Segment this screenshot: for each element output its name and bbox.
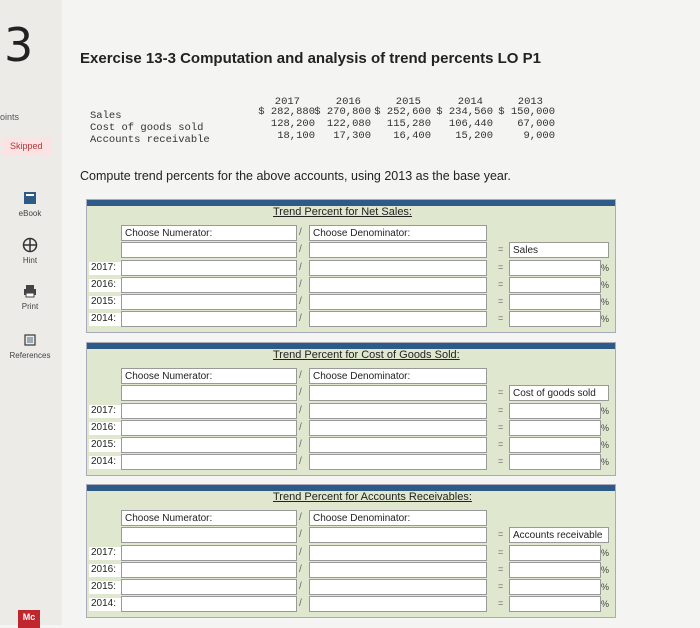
numerator-label: Choose Numerator: — [125, 228, 213, 239]
year-label: 2016: — [89, 279, 121, 292]
numerator-input[interactable] — [121, 437, 297, 453]
slash-symbol: / — [299, 581, 302, 592]
sidebar-item-hint[interactable] — [0, 237, 60, 265]
table-cell: $ 234,560 — [436, 106, 493, 118]
trend-percent-input[interactable] — [509, 311, 601, 327]
percent-symbol: % — [601, 406, 610, 416]
hint-icon — [22, 237, 38, 253]
equals-symbol: = — [498, 564, 504, 574]
numerator-input[interactable] — [121, 545, 297, 561]
year-label: 2017: — [89, 262, 121, 275]
denominator-input[interactable] — [309, 437, 487, 453]
equals-symbol: = — [498, 598, 504, 608]
denominator-label: Choose Denominator: — [313, 513, 411, 524]
year-label: 2015: — [89, 296, 121, 309]
trend-percent-input[interactable] — [509, 579, 601, 595]
slash-symbol: / — [299, 547, 302, 558]
year-header: 2013 — [517, 96, 543, 108]
table-cell: 115,280 — [386, 118, 431, 130]
slash-symbol: / — [299, 370, 302, 381]
slash-symbol: / — [299, 439, 302, 450]
table-cell: 16,400 — [393, 130, 431, 142]
slash-symbol: / — [299, 529, 302, 540]
sidebar-item-print[interactable] — [0, 283, 60, 311]
table-cell: 128,200 — [270, 118, 315, 130]
equals-symbol: = — [498, 262, 504, 272]
question-number: 3 — [4, 18, 34, 72]
equals-symbol: = — [498, 529, 504, 539]
year-label: 2014: — [89, 456, 121, 469]
year-label: 2015: — [89, 439, 121, 452]
sidebar-item-label: Hint — [22, 256, 38, 265]
trend-table — [86, 342, 616, 476]
equals-symbol: = — [498, 279, 504, 289]
denominator-input[interactable] — [309, 562, 487, 578]
denominator-input[interactable] — [309, 260, 487, 276]
trend-table-title: Trend Percent for Net Sales: — [273, 206, 412, 218]
trend-percent-input[interactable] — [509, 260, 601, 276]
slash-symbol: / — [299, 422, 302, 433]
numerator-input[interactable] — [121, 579, 297, 595]
equals-symbol: = — [498, 581, 504, 591]
print-icon — [22, 283, 38, 299]
table-cell: 9,000 — [523, 130, 555, 142]
denominator-input[interactable] — [309, 403, 487, 419]
table-cell: 122,080 — [326, 118, 371, 130]
year-label: 2017: — [89, 547, 121, 560]
numerator-input[interactable] — [121, 403, 297, 419]
slash-symbol: / — [299, 279, 302, 290]
numerator-input[interactable] — [121, 562, 297, 578]
denominator-input[interactable] — [309, 294, 487, 310]
trend-table — [86, 199, 616, 333]
result-label: Accounts receivable — [513, 530, 603, 541]
percent-symbol: % — [601, 297, 610, 307]
year-header: 2017 — [274, 96, 300, 108]
instruction-text: Compute trend percents for the above accounts, using 2013 as the base year. — [80, 169, 511, 183]
trend-table-title: Trend Percent for Accounts Receivables: — [273, 491, 472, 503]
equals-symbol: = — [498, 439, 504, 449]
numerator-input[interactable] — [121, 294, 297, 310]
denominator-input[interactable] — [309, 454, 487, 470]
sidebar — [0, 0, 62, 625]
slash-symbol: / — [299, 598, 302, 609]
trend-percent-input[interactable] — [509, 294, 601, 310]
year-header: 2016 — [335, 96, 361, 108]
percent-symbol: % — [601, 314, 610, 324]
year-label: 2014: — [89, 598, 121, 611]
trend-percent-input[interactable] — [509, 403, 601, 419]
numerator-input[interactable] — [121, 311, 297, 327]
percent-symbol: % — [601, 582, 610, 592]
numerator-input[interactable] — [121, 242, 297, 258]
slash-symbol: / — [299, 405, 302, 416]
trend-table-title: Trend Percent for Cost of Goods Sold: — [273, 349, 460, 361]
denominator-input[interactable] — [309, 420, 487, 436]
result-label: Cost of goods sold — [513, 388, 596, 399]
equals-symbol: = — [498, 547, 504, 557]
slash-symbol: / — [299, 456, 302, 467]
trend-percent-input[interactable] — [509, 420, 601, 436]
table-cell: 15,200 — [455, 130, 493, 142]
equals-symbol: = — [498, 244, 504, 254]
slash-symbol: / — [299, 564, 302, 575]
year-label: 2017: — [89, 405, 121, 418]
numerator-input[interactable] — [121, 260, 297, 276]
year-header: 2015 — [395, 96, 421, 108]
numerator-input[interactable] — [121, 420, 297, 436]
status-badge: Skipped — [2, 137, 51, 155]
equals-symbol: = — [498, 313, 504, 323]
percent-symbol: % — [601, 565, 610, 575]
numerator-input[interactable] — [121, 385, 297, 401]
slash-symbol: / — [299, 387, 302, 398]
references-icon — [22, 332, 38, 348]
denominator-input[interactable] — [309, 311, 487, 327]
trend-percent-input[interactable] — [509, 277, 601, 293]
denominator-input[interactable] — [309, 579, 487, 595]
equals-symbol: = — [498, 422, 504, 432]
trend-percent-input[interactable] — [509, 596, 601, 612]
points-label: oints — [0, 112, 20, 122]
result-label: Sales — [513, 245, 539, 256]
slash-symbol: / — [299, 244, 302, 255]
equals-symbol: = — [498, 405, 504, 415]
numerator-input[interactable] — [121, 277, 297, 293]
equals-symbol: = — [498, 296, 504, 306]
table-cell: $ 150,000 — [498, 106, 555, 118]
year-header: 2014 — [457, 96, 483, 108]
table-cell: $ 282,880 — [258, 106, 315, 118]
row-label: Accounts receivable — [90, 134, 210, 146]
table-cell: 18,100 — [277, 130, 315, 142]
numerator-input[interactable] — [121, 454, 297, 470]
trend-percent-input[interactable] — [509, 562, 601, 578]
slash-symbol: / — [299, 512, 302, 523]
year-label: 2016: — [89, 422, 121, 435]
slash-symbol: / — [299, 296, 302, 307]
numerator-label: Choose Numerator: — [125, 513, 213, 524]
slash-symbol: / — [299, 313, 302, 324]
trend-percent-input[interactable] — [509, 454, 601, 470]
trend-percent-input[interactable] — [509, 545, 601, 561]
exercise-title: Exercise 13-3 Computation and analysis of trend percents LO P1 — [80, 50, 541, 67]
sidebar-item-ebook[interactable] — [0, 190, 60, 218]
denominator-input[interactable] — [309, 277, 487, 293]
table-cell: $ 270,800 — [314, 106, 371, 118]
trend-table — [86, 484, 616, 618]
denominator-label: Choose Denominator: — [313, 371, 411, 382]
equals-symbol: = — [498, 456, 504, 466]
table-cell: 17,300 — [333, 130, 371, 142]
denominator-input[interactable] — [309, 596, 487, 612]
year-label: 2014: — [89, 313, 121, 326]
book-icon — [22, 190, 38, 206]
denominator-label: Choose Denominator: — [313, 228, 411, 239]
percent-symbol: % — [601, 280, 610, 290]
year-label: 2016: — [89, 564, 121, 577]
denominator-input[interactable] — [309, 385, 487, 401]
numerator-input[interactable] — [121, 596, 297, 612]
row-label: Cost of goods sold — [90, 122, 204, 134]
percent-symbol: % — [601, 263, 610, 273]
slash-symbol: / — [299, 262, 302, 273]
percent-symbol: % — [601, 548, 610, 558]
sidebar-item-references[interactable] — [0, 332, 60, 360]
denominator-input[interactable] — [309, 527, 487, 543]
table-cell: $ 252,600 — [374, 106, 431, 118]
brand-logo: Mc — [18, 610, 40, 628]
percent-symbol: % — [601, 423, 610, 433]
equals-symbol: = — [498, 387, 504, 397]
denominator-input[interactable] — [309, 545, 487, 561]
table-cell: 67,000 — [517, 118, 555, 130]
percent-symbol: % — [601, 599, 610, 609]
sidebar-item-label: Print — [21, 302, 39, 311]
numerator-label: Choose Numerator: — [125, 371, 213, 382]
percent-symbol: % — [601, 457, 610, 467]
table-cell: 106,440 — [448, 118, 493, 130]
sidebar-item-label: eBook — [18, 209, 42, 218]
numerator-input[interactable] — [121, 527, 297, 543]
trend-percent-input[interactable] — [509, 437, 601, 453]
slash-symbol: / — [299, 227, 302, 238]
year-label: 2015: — [89, 581, 121, 594]
sidebar-item-label: References — [9, 351, 51, 360]
denominator-input[interactable] — [309, 242, 487, 258]
percent-symbol: % — [601, 440, 610, 450]
row-label: Sales — [90, 110, 122, 122]
